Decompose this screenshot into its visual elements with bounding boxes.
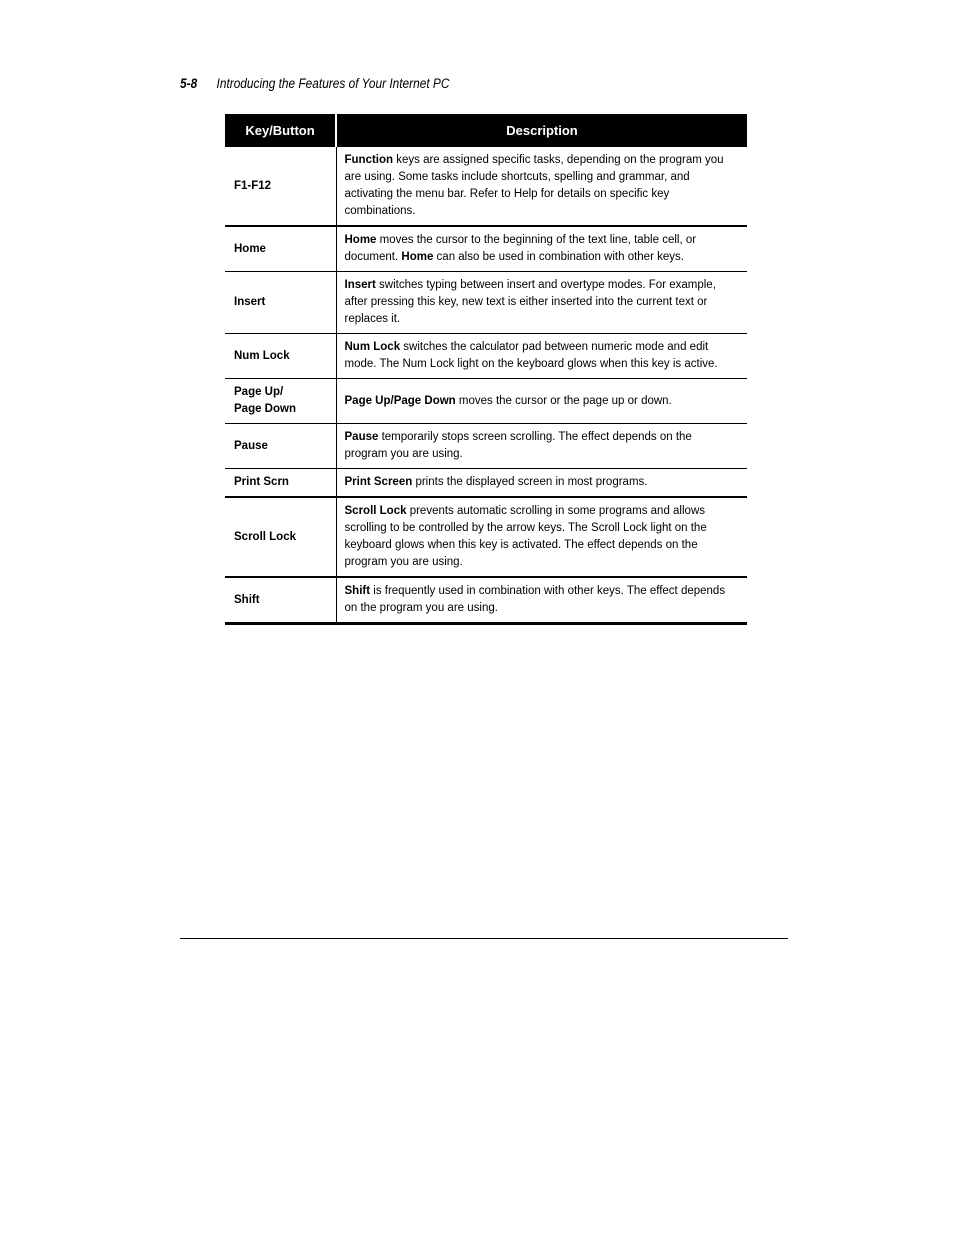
key-name xyxy=(225,379,336,424)
key-description xyxy=(336,497,747,577)
key-name: Shift xyxy=(225,577,336,624)
key-name-line: Page Up/ xyxy=(234,386,284,398)
description-text: switches typing between insert and overtype modes. For example, after pressing this key, new text is either inserted into the current text or replaces it. xyxy=(344,279,716,325)
key-description xyxy=(336,226,747,272)
key-name: F1-F12 xyxy=(225,147,336,226)
description-text: can also be used in combination with other keys. xyxy=(433,251,684,263)
description-term: Insert xyxy=(344,279,376,291)
table-row xyxy=(225,147,747,226)
description-text: prevents automatic scrolling in some programs and allows scrolling to be controlled by the arrow keys. The Scroll Lock light on the keyboard glows when this key is activated. The effect depends on the program you are using. xyxy=(344,505,707,568)
key-description xyxy=(336,424,747,469)
description-text: temporarily stops screen scrolling. The effect depends on the program you are using. xyxy=(344,431,692,460)
column-header-description: Description xyxy=(336,114,747,147)
key-name-line: Page Down xyxy=(234,403,296,415)
description-text: switches the calculator pad between numeric mode and edit mode. The Num Lock light on the keyboard glows when this key is active. xyxy=(344,341,718,370)
key-name: Scroll Lock xyxy=(225,497,336,577)
table-row xyxy=(225,226,747,272)
table-row xyxy=(225,334,747,379)
table-row xyxy=(225,577,747,624)
chapter-title: Introducing the Features of Your Internet PC xyxy=(216,76,450,91)
description-text: prints the displayed screen in most programs. xyxy=(412,476,648,488)
footer-rule xyxy=(180,938,788,939)
table-header-row xyxy=(225,114,747,147)
running-header xyxy=(180,76,449,91)
key-description xyxy=(336,577,747,624)
key-name: Insert xyxy=(225,272,336,334)
table-row xyxy=(225,272,747,334)
key-description xyxy=(336,379,747,424)
key-button-table xyxy=(225,114,747,625)
page-number: 5-8 xyxy=(180,76,198,91)
description-text: moves the cursor to the beginning of the text line, table cell, or document. xyxy=(344,234,697,263)
description-term: Num Lock xyxy=(344,341,401,353)
key-name: Pause xyxy=(225,424,336,469)
table-row xyxy=(225,497,747,577)
table-row xyxy=(225,424,747,469)
description-term: Pause xyxy=(344,431,379,443)
key-name: Print Scrn xyxy=(225,469,336,498)
description-term: Function xyxy=(344,154,394,166)
description-text: keys are assigned specific tasks, depending on the program you are using. Some tasks include shortcuts, spelling and grammar, and activating the menu bar. Refer to Help for details on specific key combinations. xyxy=(344,154,724,217)
key-description xyxy=(336,272,747,334)
key-name: Num Lock xyxy=(225,334,336,379)
description-term: Shift xyxy=(344,585,371,597)
column-header-key: Key/Button xyxy=(225,114,336,147)
description-term: Home xyxy=(401,251,434,263)
table-row xyxy=(225,469,747,498)
table-row xyxy=(225,379,747,424)
key-description xyxy=(336,334,747,379)
description-term: Home xyxy=(344,234,377,246)
key-description xyxy=(336,469,747,498)
description-term: Print Screen xyxy=(344,476,413,488)
description-term: Page Up/Page Down xyxy=(344,394,456,407)
key-description xyxy=(336,147,747,226)
description-text: is frequently used in combination with other keys. The effect depends on the program you are using. xyxy=(344,585,726,614)
key-name: Home xyxy=(225,226,336,272)
description-text: moves the cursor or the page up or down. xyxy=(455,394,672,407)
description-term: Scroll Lock xyxy=(344,505,407,517)
